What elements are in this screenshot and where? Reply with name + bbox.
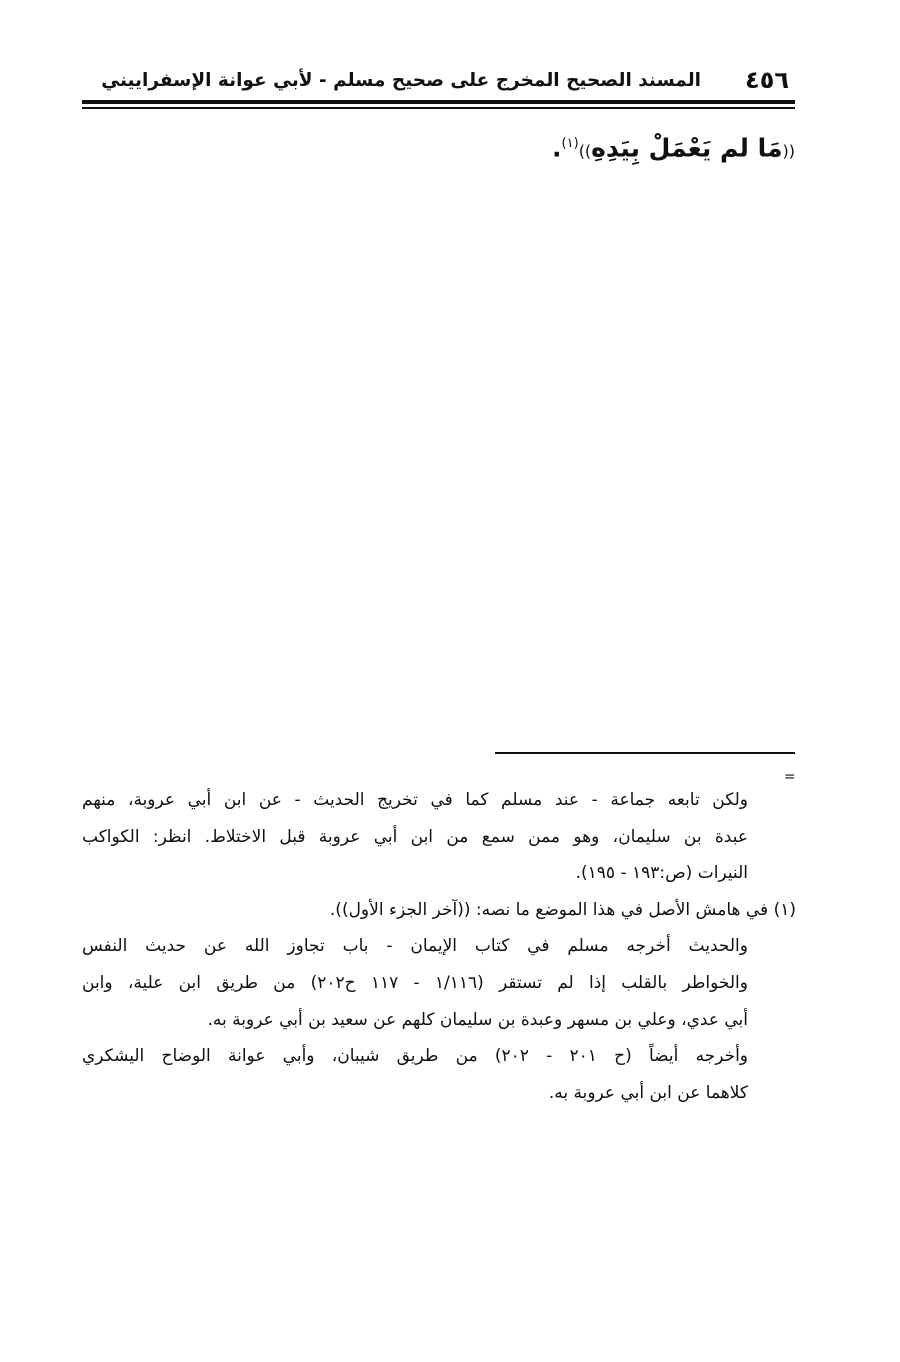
hadith-text: مَا لم يَعْمَلْ بِيَدِهِ (591, 133, 783, 163)
footnote-line: والخواطر بالقلب إذا لم تستقر (١/١١٦ - ١١٧ ح٢٠٢) من طريق ابن علية، وابن (82, 972, 748, 993)
end-punctuation: . (552, 133, 562, 163)
running-title: المسند الصحيح المخرج على صحيح مسلم - لأبي عوانة الإسفراييني (101, 70, 701, 91)
footnote-continuation-mark: = (784, 769, 796, 785)
page-number: ٤٥٦ (745, 66, 789, 94)
running-header (82, 62, 795, 100)
header-rule-thick (82, 100, 795, 104)
header-rule-thin (82, 107, 795, 109)
footnote-1-line: (١) في هامش الأصل في هذا الموضع ما نصه: ((آخر الجزء الأول)). (329, 899, 796, 920)
close-quote: )) (578, 141, 592, 161)
footnote-line: عبدة بن سليمان، وهو ممن سمع من ابن أبي عروبة قبل الاختلاط. انظر: الكواكب (82, 826, 748, 847)
footnote-line: وأخرجه أيضاً (ح ٢٠١ - ٢٠٢) من طريق شيبان، وأبي عوانة الوضاح اليشكري (82, 1046, 749, 1067)
footnote-line: والحديث أخرجه مسلم في كتاب الإيمان - باب تجاوز الله عن حديث النفس (82, 936, 748, 957)
footnote-line: أبي عدي، وعلي بن مسهر وعبدة بن سليمان كلهم عن سعيد بن أبي عروبة به. (207, 1009, 748, 1030)
footnotes-block (82, 782, 796, 1111)
footnote-separator (495, 752, 795, 754)
footnote-line: النيرات (ص:١٩٣ - ١٩٥). (575, 863, 748, 884)
footnote-line: ولكن تابعه جماعة - عند مسلم كما في تخريج الحديث - عن ابن أبي عروبة، منهم (82, 790, 748, 810)
open-quote: (( (782, 141, 795, 161)
hadith-text-line (552, 126, 795, 169)
footnote-reference: (١) (561, 136, 579, 151)
footnote-line: كلاهما عن ابن أبي عروبة به. (548, 1082, 748, 1103)
